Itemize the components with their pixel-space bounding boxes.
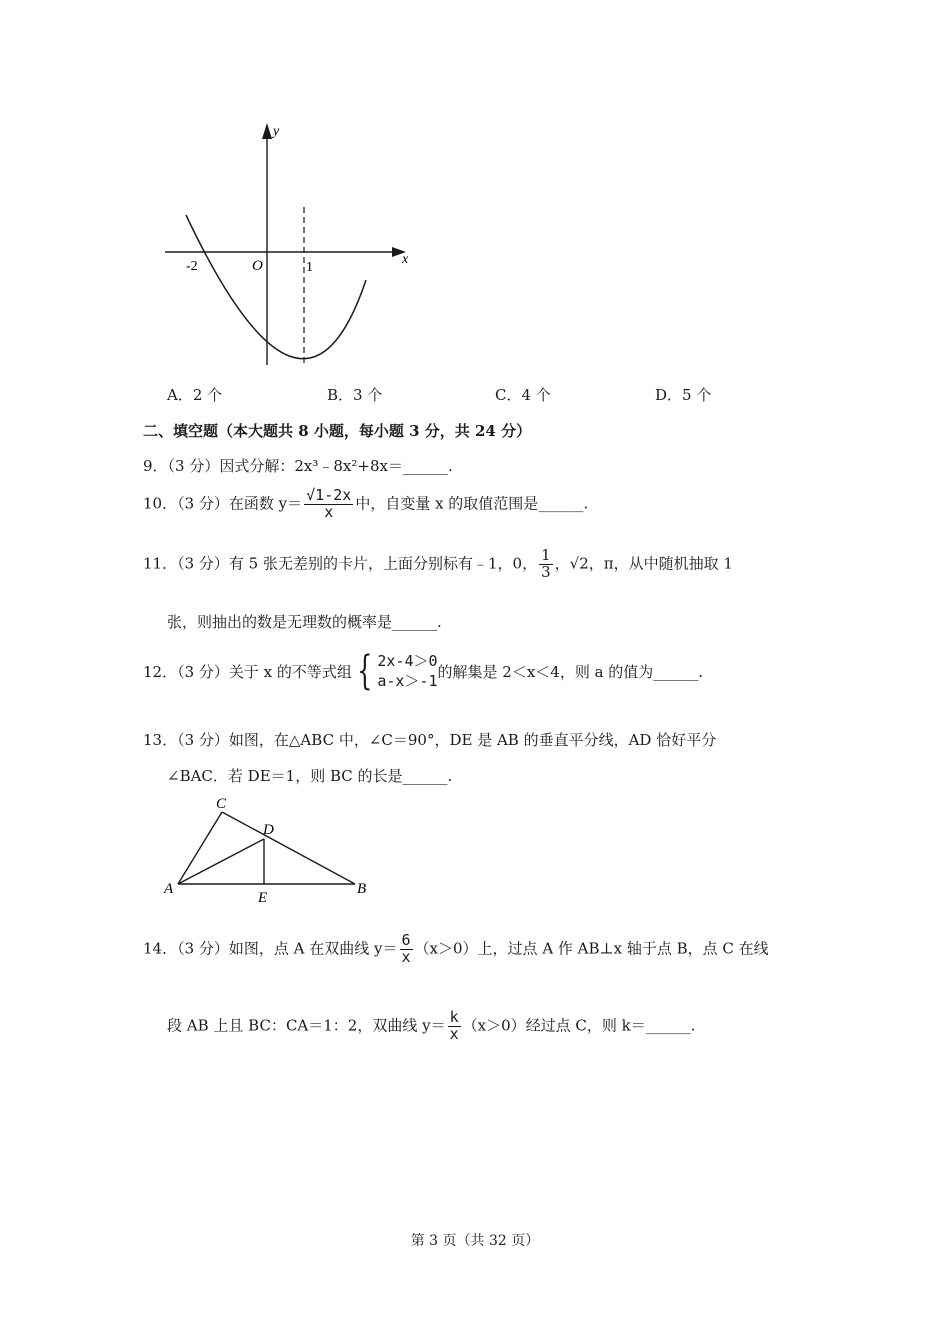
question-11: 11．（3 分）有 5 张无差别的卡片，上面分别标有﹣1，0， $\frac{1}{3}$ ，√2，π，从中随机抽取 1 <box>143 546 733 581</box>
q10-end: . <box>583 494 589 513</box>
choice-d: D．5 个 <box>655 386 712 404</box>
q11-fraction-numerator: 1 <box>541 546 551 564</box>
parabola-graph <box>150 115 430 375</box>
section-title: 二、填空题（本大题共 8 小题，每小题 3 分，共 24 分） <box>143 422 532 440</box>
q12-eq1: 2x-4＞0 <box>377 652 438 670</box>
q10-text: 10．（3 分）在函数 y＝ <box>143 494 303 513</box>
y-axis-label: y <box>273 124 280 139</box>
label-a: A <box>164 881 174 897</box>
q14-fraction-2 <box>448 1010 461 1043</box>
q14-f1-denominator: x <box>401 947 411 966</box>
q9-text: 9．（3 分）因式分解：2x³﹣8x²+8x＝ <box>143 457 403 475</box>
tick-1-label: 1 <box>306 260 313 275</box>
q10-fraction-numerator: √1-2x <box>306 486 352 504</box>
q11-fraction-denominator: 3 <box>541 562 551 581</box>
tick-neg2-label: -2 <box>186 259 198 274</box>
q14-f1-numerator: 6 <box>401 931 411 949</box>
choice-c: C．4 个 <box>495 386 551 404</box>
q12-suffix: 的解集是 2＜x＜4，则 a 的值为______. <box>437 662 704 681</box>
q14-fraction-1 <box>400 933 413 966</box>
choice-a: A．2 个 <box>167 386 223 404</box>
q10-fraction <box>304 488 353 521</box>
q14-f2-denominator: x <box>449 1024 459 1043</box>
x-axis-label: x <box>402 252 409 267</box>
question-12 <box>143 648 704 695</box>
label-d: D <box>263 822 274 838</box>
q12-eq2: a-x＞-1 <box>377 672 438 691</box>
q9-blank: ______ <box>402 457 448 475</box>
q10-fraction-denominator: x <box>324 502 334 521</box>
label-c: C <box>216 796 227 812</box>
question-13-line2: ∠BAC．若 DE＝1，则 BC 的长是______. <box>167 767 453 785</box>
triangle-figure <box>160 790 380 910</box>
y-axis-arrow-icon <box>262 123 272 139</box>
q9-suffix: . <box>447 457 453 475</box>
question-10 <box>143 488 588 521</box>
question-14-line2 <box>167 1010 695 1043</box>
q11-fraction <box>539 548 553 581</box>
q11-sqrt2: √2 <box>569 554 589 573</box>
q14-text: 14．（3 分）如图，点 A 在双曲线 y＝ <box>143 939 398 958</box>
q11-text: 11．（3 分）有 5 张无差别的卡片，上面分别标有﹣1，0， <box>143 554 538 573</box>
label-b: B <box>357 881 367 897</box>
q14-text-2: 段 AB 上且 BC：CA＝1：2，双曲线 y＝ <box>167 1016 446 1035</box>
q14-f2-numerator: k <box>449 1008 459 1026</box>
q14-suffix-2: （x＞0）经过点 C，则 k＝______. <box>462 1016 696 1035</box>
q10-blank: ______ <box>538 494 584 513</box>
q12-text: 12．（3 分）关于 x 的不等式组 <box>143 662 352 681</box>
page-footer: 第 3 页（共 32 页） <box>410 1233 540 1249</box>
choice-b: B．3 个 <box>327 386 383 404</box>
q11-suffix: ，π，从中随机抽取 1 <box>588 554 733 573</box>
q14-suffix-1: （x＞0）上，过点 A 作 AB⊥x 轴于点 B，点 C 在线 <box>414 939 769 958</box>
question-11-line2: 张，则抽出的数是无理数的概率是______. <box>167 613 442 631</box>
q10-suffix: 中，自变量 x 的取值范围是 <box>355 494 539 513</box>
question-13-line1: 13．（3 分）如图，在△ABC 中，∠C＝90°，DE 是 AB 的垂直平分线，AD 恰好平分 <box>143 731 717 749</box>
question-9 <box>143 455 453 476</box>
origin-label: O <box>252 258 263 274</box>
q12-system <box>377 651 437 692</box>
label-e: E <box>258 890 268 906</box>
q12-brace-icon: { <box>356 648 373 695</box>
question-14 <box>143 933 769 966</box>
